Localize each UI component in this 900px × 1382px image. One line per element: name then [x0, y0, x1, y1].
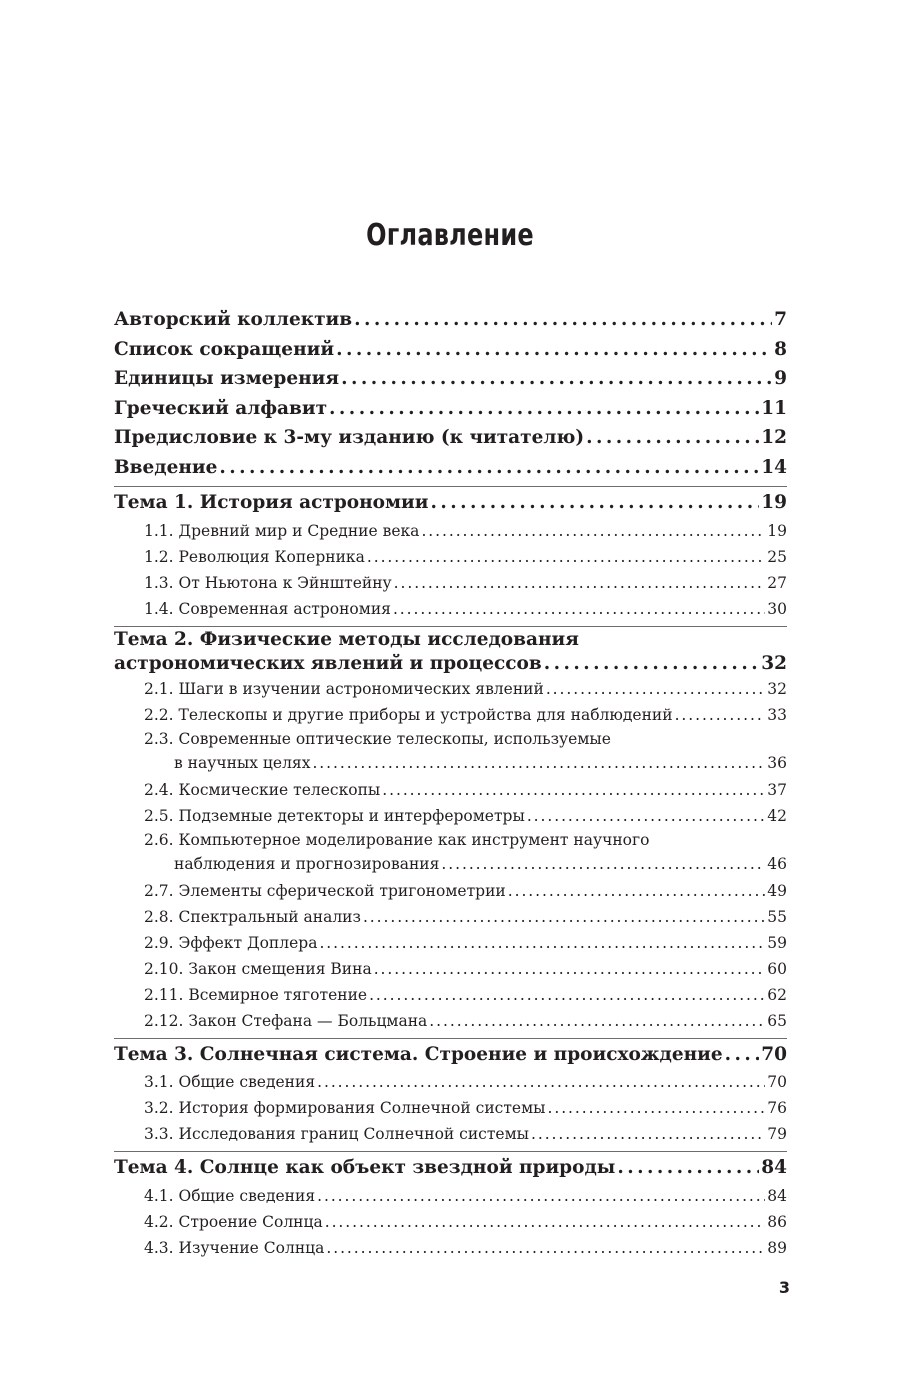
toc-entry-label: 4.3. Изучение Солнца: [144, 1238, 325, 1257]
toc-subentry[interactable]: [114, 904, 787, 930]
toc-subentry[interactable]: [114, 1209, 787, 1235]
toc-entry-page: 11: [761, 397, 787, 419]
dot-leader: [675, 702, 766, 728]
dot-leader: [393, 596, 765, 622]
dot-leader: [363, 904, 765, 930]
toc-entry-page: 46: [767, 854, 787, 873]
toc-entry-page: 62: [767, 985, 787, 1004]
toc-subentry[interactable]: [114, 1069, 787, 1095]
toc-entry-label: 3.3. Исследования границ Солнечной системы: [144, 1125, 529, 1143]
toc-subentry[interactable]: [114, 1008, 787, 1034]
toc-entry-label-line2: в научных целях: [174, 753, 311, 772]
toc-entry-label: Авторский коллектив: [114, 309, 353, 330]
toc-entry-label-line1: 2.3. Современные оптические телескопы, используемые: [144, 729, 611, 748]
toc-entry-label: 1.4. Современная астрономия: [144, 599, 391, 618]
toc-subentry[interactable]: [114, 1121, 787, 1147]
toc-entry[interactable]: [114, 364, 787, 394]
dot-leader: [617, 1153, 759, 1183]
toc-subentry[interactable]: [114, 829, 787, 878]
dot-leader: [544, 652, 760, 676]
toc-entry-page: 9: [774, 368, 787, 389]
toc-subentry[interactable]: [114, 596, 787, 622]
toc-entry-page: 79: [767, 1125, 787, 1143]
toc-entry-label-line1: Тема 2. Физические методы исследования: [114, 628, 579, 650]
toc-entry-label: Предисловие к 3-му изданию (к читателю): [114, 427, 585, 448]
dot-leader: [367, 544, 765, 570]
toc-entry-page: 59: [767, 933, 787, 952]
toc-entry-page: 32: [761, 652, 787, 674]
toc-entry-label: Единицы измерения: [114, 368, 340, 389]
toc-entry-page: 8: [774, 338, 787, 360]
toc-subentry[interactable]: [114, 956, 787, 982]
toc-entry-label: Тема 4. Солнце как объект звездной природы: [114, 1157, 616, 1178]
toc-entry-page: 70: [761, 1043, 787, 1065]
toc-subentry[interactable]: [114, 1235, 787, 1261]
page-title: Оглавление: [366, 218, 534, 253]
toc-entry-label: 2.7. Элементы сферической тригонометрии: [144, 881, 506, 900]
toc-entry-page: 76: [767, 1099, 787, 1117]
toc-entry-label: Список сокращений: [114, 338, 335, 360]
table-of-contents: [114, 305, 787, 1261]
toc-subentry[interactable]: [114, 728, 787, 777]
dot-leader: [546, 676, 765, 702]
toc-entry-label: 2.8. Спектральный анализ: [144, 907, 361, 926]
toc-subentry[interactable]: [114, 982, 787, 1008]
toc-entry-page: 19: [767, 521, 787, 540]
toc-entry-page: 7: [774, 309, 787, 330]
toc-entry-page: 12: [761, 427, 787, 448]
dot-leader: [317, 1069, 765, 1095]
front-matter-section: [114, 305, 787, 482]
toc-entry-label: 2.9. Эффект Доплера: [144, 933, 318, 952]
toc-entry-label: 1.2. Революция Коперника: [144, 547, 365, 566]
dot-leader: [369, 982, 765, 1008]
toc-subentry[interactable]: [114, 878, 787, 904]
toc-entry-page: 65: [767, 1011, 787, 1030]
dot-leader: [430, 488, 759, 518]
dot-leader: [586, 423, 759, 453]
toc-topic-entry[interactable]: [114, 1153, 787, 1183]
toc-entry-page: 19: [761, 492, 787, 513]
toc-entry[interactable]: [114, 335, 787, 365]
toc-entry-page: 89: [767, 1238, 787, 1257]
toc-entry-label: 2.12. Закон Стефана — Больцмана: [144, 1011, 428, 1030]
toc-entry-page: 27: [767, 573, 787, 592]
dot-leader: [547, 1095, 765, 1121]
toc-subentry[interactable]: [114, 930, 787, 956]
toc-entry-label: 2.1. Шаги в изучении астрономических явлений: [144, 679, 544, 698]
toc-subentry[interactable]: [114, 702, 787, 728]
dot-leader: [312, 751, 765, 775]
toc-entry-label: 2.5. Подземные детекторы и интерферометры: [144, 806, 525, 825]
page-number: 3: [778, 1278, 790, 1297]
toc-subentry[interactable]: [114, 803, 787, 829]
toc-entry-label: Тема 3. Солнечная система. Строение и происхождение: [114, 1043, 723, 1065]
topic-3-section: [114, 1038, 787, 1148]
dot-leader: [527, 803, 765, 829]
toc-entry-page: 49: [767, 881, 787, 900]
toc-entry-label: 4.1. Общие сведения: [144, 1186, 316, 1205]
toc-entry-page: 14: [761, 456, 787, 478]
toc-entry[interactable]: [114, 453, 787, 483]
toc-entry[interactable]: [114, 394, 787, 424]
dot-leader: [336, 335, 772, 365]
toc-subentry[interactable]: [114, 544, 787, 570]
dot-leader: [354, 305, 772, 335]
dot-leader: [325, 1209, 766, 1235]
toc-entry-page: 86: [767, 1212, 787, 1231]
dot-leader: [394, 570, 766, 596]
dot-leader: [329, 394, 759, 424]
dot-leader: [374, 956, 766, 982]
toc-entry-page: 70: [767, 1073, 787, 1091]
toc-entry-label: 3.2. История формирования Солнечной системы: [144, 1099, 546, 1117]
toc-topic-entry[interactable]: [114, 488, 787, 518]
dot-leader: [382, 777, 765, 803]
toc-entry-page: 32: [767, 679, 787, 698]
toc-entry-label: 1.3. От Ньютона к Эйнштейну: [144, 573, 392, 592]
toc-entry-page: 55: [767, 907, 787, 926]
toc-entry-label: 1.1. Древний мир и Средние века: [144, 521, 420, 540]
dot-leader: [219, 453, 759, 483]
toc-entry-label: 3.1. Общие сведения: [144, 1073, 316, 1091]
dot-leader: [317, 1183, 765, 1209]
topic-4-section: [114, 1151, 787, 1261]
toc-entry-page: 37: [767, 780, 787, 799]
dot-leader: [441, 852, 765, 876]
dot-leader: [319, 930, 765, 956]
toc-entry-label-line1: 2.6. Компьютерное моделирование как инструмент научного: [144, 830, 650, 849]
toc-entry-label: Тема 1. История астрономии: [114, 492, 429, 513]
toc-entry-page: 25: [767, 547, 787, 566]
toc-subentry[interactable]: [114, 1183, 787, 1209]
toc-entry-label: 2.2. Телескопы и другие приборы и устройства для наблюдений: [144, 705, 673, 724]
toc-entry-label-line2: астрономических явлений и процессов: [114, 652, 542, 674]
toc-entry-page: 42: [767, 806, 787, 825]
dot-leader: [508, 878, 766, 904]
dot-leader: [531, 1121, 765, 1147]
topic-2-section: [114, 626, 787, 1034]
toc-entry-label: 2.10. Закон смещения Вина: [144, 959, 372, 978]
toc-entry-label-line2: наблюдения и прогнозирования: [174, 854, 440, 873]
toc-entry[interactable]: [114, 423, 787, 453]
toc-subentry[interactable]: [114, 777, 787, 803]
toc-entry-page: 36: [767, 753, 787, 772]
toc-subentry[interactable]: [114, 676, 787, 702]
toc-entry-label: Введение: [114, 456, 218, 478]
toc-entry-page: 84: [761, 1157, 787, 1178]
toc-entry-label: 2.11. Всемирное тяготение: [144, 985, 368, 1004]
toc-subentry[interactable]: [114, 518, 787, 544]
toc-entry-page: 30: [767, 599, 787, 618]
dot-leader: [326, 1235, 765, 1261]
toc-entry-page: 84: [767, 1186, 787, 1205]
toc-entry[interactable]: [114, 305, 787, 335]
toc-entry-label: 2.4. Космические телескопы: [144, 780, 381, 799]
toc-entry-label: 4.2. Строение Солнца: [144, 1212, 323, 1231]
dot-leader: [421, 518, 765, 544]
dot-leader: [725, 1040, 760, 1070]
toc-entry-page: 60: [767, 959, 787, 978]
dot-leader: [341, 364, 772, 394]
toc-subentry[interactable]: [114, 1095, 787, 1121]
toc-subentry[interactable]: [114, 570, 787, 596]
toc-entry-page: 33: [767, 705, 787, 724]
toc-entry-label: Греческий алфавит: [114, 397, 328, 419]
toc-topic-entry[interactable]: [114, 1040, 787, 1070]
toc-topic-entry[interactable]: [114, 628, 787, 676]
dot-leader: [429, 1008, 765, 1034]
topic-1-section: [114, 486, 787, 622]
